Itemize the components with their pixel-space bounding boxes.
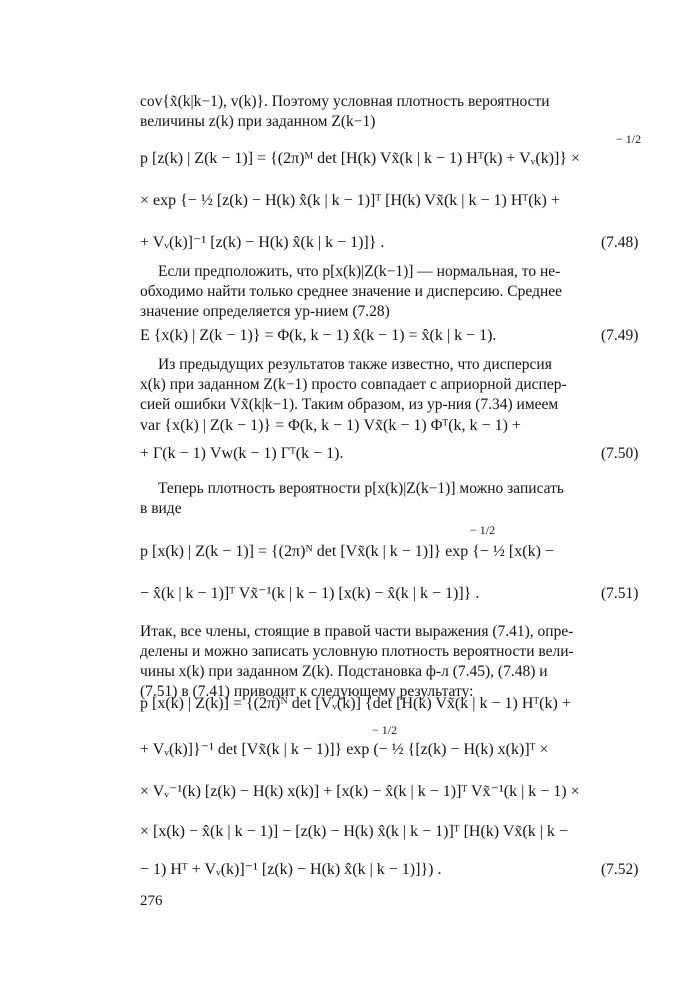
formula-line: p [z(k) | Z(k − 1)] = {(2π)ᴹ det [H(k) Vx̃(k | k − 1) Hᵀ(k) + Vᵥ(k)]} ×: [140, 150, 581, 167]
exponent: − 1/2: [616, 132, 642, 146]
text-line: Если предположить, что p[x(k)|Z(k−1)] — нормальная, то не-: [158, 263, 561, 280]
formula-line: × Vᵥ⁻¹(k) [z(k) − H(k) x(k)] + [x(k) − x̂(k | k − 1)]ᵀ Vx̃⁻¹(k | k − 1) ×: [140, 783, 580, 800]
exponent: − 1/2: [372, 723, 398, 737]
formula-line: + Γ(k − 1) Vw(k − 1) Γᵀ(k − 1).: [140, 445, 344, 462]
equation-number: (7.48): [601, 234, 639, 251]
text-line: x(k) при заданном Z(k−1) просто совпадает с априорной диспер-: [140, 376, 567, 393]
equation-number: (7.50): [601, 445, 639, 462]
formula-line: × exp {− ½ [z(k) − H(k) x̂(k | k − 1)]ᵀ [H(k) Vx̃(k | k − 1) Hᵀ(k) +: [140, 192, 560, 209]
text-line: в виде: [140, 500, 182, 517]
formula-line: × [x(k) − x̂(k | k − 1)] − [z(k) − H(k) x̂(k | k − 1)]ᵀ [H(k) Vx̃(k | k −: [140, 823, 568, 840]
text-line: Теперь плотность вероятности p[x(k)|Z(k−1)] можно записать: [158, 480, 564, 497]
formula-line: + Vᵥ(k)]⁻¹ [z(k) − H(k) x̂(k | k − 1)]} .: [140, 234, 385, 251]
formula-line: p [x(k) | Z(k − 1)] = {(2π)ᴺ det [Vx̃(k | k − 1)]} exp {− ½ [x(k) −: [140, 543, 554, 560]
text-line: обходимо найти только среднее значение и дисперсию. Среднее: [140, 283, 563, 300]
formula-line: − 1) Hᵀ + Vᵥ(k)]⁻¹ [z(k) − H(k) x̂(k | k − 1)]}) .: [140, 861, 442, 878]
text-line: cov{x̃(k|k−1), v(k)}. Поэтому условная плотность вероятности: [140, 93, 550, 110]
equation-number: (7.52): [601, 861, 639, 878]
text-line: значение определяется ур-нием (7.28): [140, 303, 390, 320]
page-number: 276: [140, 893, 163, 909]
text-line: чины x(k) при заданном Z(k). Подстановка ф-л (7.45), (7.48) и: [140, 663, 548, 680]
formula-line: E {x(k) | Z(k − 1)} = Φ(k, k − 1) x̂(k − 1) = x̂(k | k − 1).: [140, 327, 497, 344]
exponent: − 1/2: [470, 523, 496, 537]
formula-line: var {x(k) | Z(k − 1)} = Φ(k, k − 1) Vx̃(k − 1) Φᵀ(k, k − 1) +: [140, 417, 521, 434]
equation-number: (7.49): [601, 327, 639, 344]
formula-line: p [x(k) | Z(k)] = {(2π)ᴺ det [Vᵥ(k)] {det [H(k) Vx̃(k | k − 1) Hᵀ(k) +: [140, 695, 571, 712]
text-line: сией ошибки Vx̃(k|k−1). Таким образом, из ур-ния (7.34) имеем: [140, 396, 559, 413]
text-line: делены и можно записать условную плотность вероятности вели-: [140, 643, 574, 660]
equation-number: (7.51): [601, 585, 639, 602]
formula-line: − x̂(k | k − 1)]ᵀ Vx̃⁻¹(k | k − 1) [x(k) − x̂(k | k − 1)]} .: [140, 585, 480, 602]
text-line: (7.51) в (7.41) приводит к следующему результату:: [140, 683, 474, 700]
text-line: величины z(k) при заданном Z(k−1): [140, 113, 376, 130]
formula-line: + Vᵥ(k)]}⁻¹ det [Vx̃(k | k − 1)]} exp (− ½ {[z(k) − H(k) x(k)]ᵀ ×: [140, 741, 549, 758]
text-line: Из предыдущих результатов также известно, что дисперсия: [158, 356, 552, 373]
text-line: Итак, все члены, стоящие в правой части выражения (7.41), опре-: [140, 623, 574, 640]
